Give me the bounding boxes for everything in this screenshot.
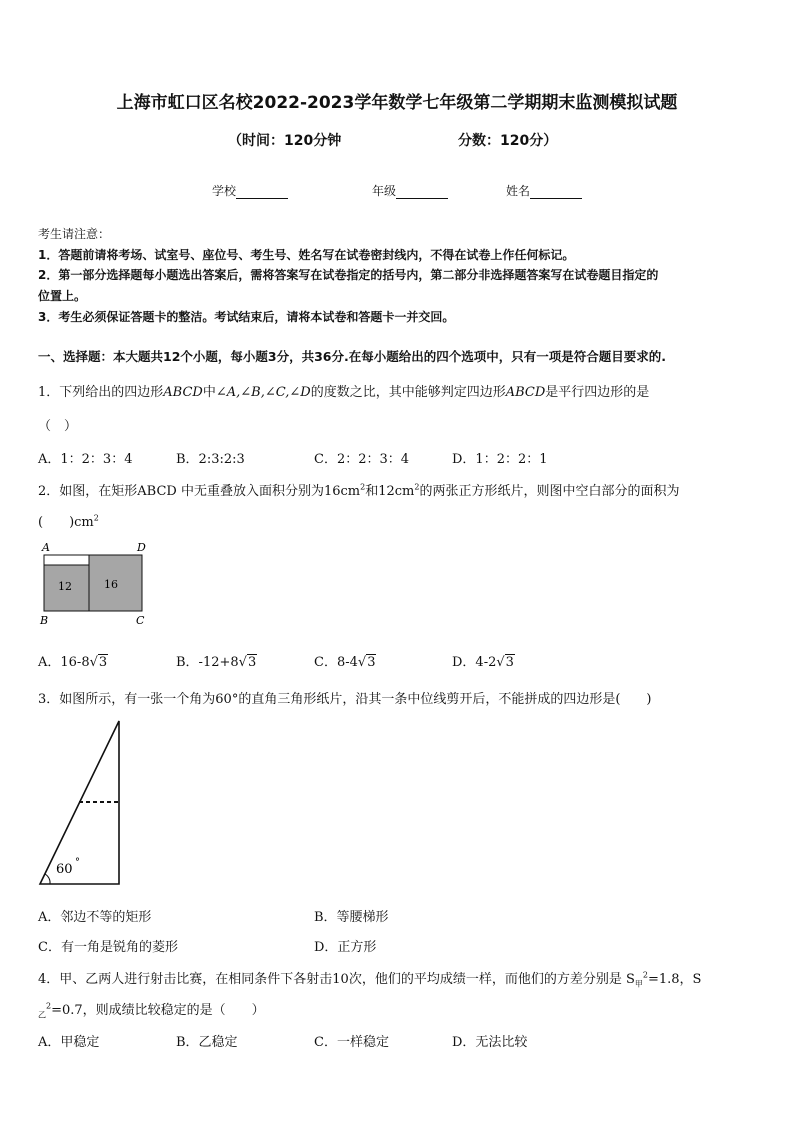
q4-option-d: D．无法比较 bbox=[452, 1035, 528, 1050]
grade-line bbox=[396, 186, 448, 199]
q2-option-d bbox=[452, 651, 515, 670]
label-b: B bbox=[40, 614, 49, 627]
label-c: C bbox=[136, 614, 145, 627]
q2-option-b-rad: 3 bbox=[247, 655, 257, 670]
q4-sub-yi: 乙 bbox=[38, 1010, 46, 1020]
degree-sign: ° bbox=[75, 857, 80, 868]
notice-heading: 考生请注意： bbox=[38, 227, 111, 241]
school-label: 学校 bbox=[212, 184, 237, 198]
label-d: D bbox=[137, 541, 146, 554]
sqrt-icon: √3 bbox=[496, 655, 514, 670]
q1-angles: ∠A,∠B,∠C,∠D bbox=[215, 385, 311, 400]
q2-option-a-text: A．16-8 bbox=[38, 655, 90, 670]
q3-option-d: D．正方形 bbox=[314, 940, 377, 955]
angle-arc bbox=[45, 874, 50, 884]
q2-sup-2: 2 bbox=[414, 482, 420, 492]
q4-option-a: A．甲稳定 bbox=[38, 1035, 100, 1050]
school-line bbox=[236, 186, 288, 199]
q2-paren bbox=[38, 511, 99, 530]
score-label: 分数：120分） bbox=[458, 133, 558, 149]
q4-sub-jia: 甲 bbox=[634, 979, 643, 989]
q4-text-b: =1.8，S bbox=[647, 972, 702, 987]
q3-option-a: A．邻边不等的矩形 bbox=[38, 910, 152, 925]
grade-field bbox=[372, 182, 448, 199]
q1-paren: （ ） bbox=[38, 419, 78, 434]
angle-label: 60 bbox=[56, 862, 73, 877]
question-4 bbox=[38, 968, 701, 990]
q1-text-pre: 1．下列给出的四边形 bbox=[38, 385, 164, 400]
grade-label: 年级 bbox=[372, 184, 397, 198]
q1-option-c: C．2：2：3：4 bbox=[314, 452, 410, 467]
q1-option-d: D．1：2：2：1 bbox=[452, 452, 548, 467]
q2-text-b: 和12cm bbox=[365, 484, 415, 499]
q2-option-a bbox=[38, 651, 108, 670]
section-heading: 一、选择题：本大题共12个小题，每小题3分，共36分.在每小题给出的四个选项中，只有一项是符合题目要求的. bbox=[38, 349, 666, 364]
q3-option-c: C．有一角是锐角的菱形 bbox=[38, 940, 178, 955]
question-4-cont bbox=[38, 999, 265, 1021]
q3-option-b: B．等腰梯形 bbox=[314, 910, 389, 925]
q2-text-a: 2．如图，在矩形ABCD 中无重叠放入面积分别为16cm bbox=[38, 484, 361, 499]
q1-abcd: ABCD bbox=[163, 385, 203, 400]
notice-item-1: 1．答题前请将考场、试室号、座位号、考生号、姓名写在试卷密封线内，不得在试卷上作任何标记。 bbox=[38, 248, 575, 262]
question-2 bbox=[38, 480, 679, 499]
q2-text-c: 的两张正方形纸片，则图中空白部分的面积为 bbox=[419, 484, 680, 499]
name-line bbox=[530, 186, 582, 199]
q1-text-post: 的度数之比，其中能够判定四边形 bbox=[310, 385, 506, 400]
q2-rectangle-figure bbox=[38, 540, 158, 628]
page-title: 上海市虹口区名校2022-2023学年数学七年级第二学期期末监测模拟试题 bbox=[116, 93, 678, 113]
q2-option-d-rad: 3 bbox=[505, 655, 514, 670]
q3-triangle-figure bbox=[38, 718, 128, 888]
label-12: 12 bbox=[58, 580, 72, 593]
question-1 bbox=[38, 381, 649, 400]
q2-sup-1: 2 bbox=[360, 482, 366, 492]
q2-option-b-text: B．-12+8 bbox=[176, 655, 239, 670]
q4-text-a: 4．甲、乙两人进行射击比赛，在相同条件下各射击10次，他们的平均成绩一样，而他们的方差分别是 S bbox=[38, 972, 635, 987]
q1-text-end: 是平行四边形的是 bbox=[545, 385, 650, 400]
q4-option-b: B．乙稳定 bbox=[176, 1035, 238, 1050]
q2-option-c-rad: 3 bbox=[367, 655, 376, 670]
q1-text-mid: 中 bbox=[202, 385, 216, 400]
q1-option-b: B．2:3:2:3 bbox=[176, 452, 245, 467]
q2-option-b bbox=[176, 651, 257, 670]
sqrt-icon: √3 bbox=[89, 655, 108, 670]
q2-option-d-text: D．4-2 bbox=[452, 655, 497, 670]
q4-sup-2: 2 bbox=[46, 1001, 52, 1011]
q2-option-c-text: C．8-4 bbox=[314, 655, 358, 670]
sqrt-icon: √3 bbox=[238, 655, 257, 670]
q4-sup-1: 2 bbox=[642, 970, 648, 980]
name-label: 姓名 bbox=[506, 184, 531, 198]
label-a: A bbox=[42, 541, 50, 554]
time-label: （时间：120分钟 bbox=[228, 133, 342, 149]
name-field bbox=[506, 182, 582, 199]
notice-item-2-cont: 位置上。 bbox=[38, 289, 87, 303]
q2-paren-text: ( )cm bbox=[38, 515, 94, 530]
question-3: 3．如图所示，有一张一个角为60°的直角三角形纸片，沿其一条中位线剪开后，不能拼成的四边形是( ) bbox=[38, 692, 652, 707]
q1-option-a: A．1：2：3：4 bbox=[38, 452, 133, 467]
sqrt-icon: √3 bbox=[357, 655, 376, 670]
q2-paren-sup: 2 bbox=[93, 513, 99, 523]
q2-option-a-rad: 3 bbox=[98, 655, 108, 670]
school-field bbox=[212, 182, 288, 199]
q2-option-c bbox=[314, 651, 376, 670]
q4-text-c: =0.7，则成绩比较稳定的是（ ） bbox=[51, 1003, 265, 1018]
label-16: 16 bbox=[104, 578, 118, 591]
notice-item-2: 2．第一部分选择题每小题选出答案后，需将答案写在试卷指定的括号内，第二部分非选择题答案写在试卷题目指定的 bbox=[38, 268, 659, 282]
notice-item-3: 3．考生必须保证答题卡的整洁。考试结束后，请将本试卷和答题卡一并交回。 bbox=[38, 310, 455, 324]
q1-abcd-2: ABCD bbox=[505, 385, 546, 400]
q4-option-c: C．一样稳定 bbox=[314, 1035, 389, 1050]
